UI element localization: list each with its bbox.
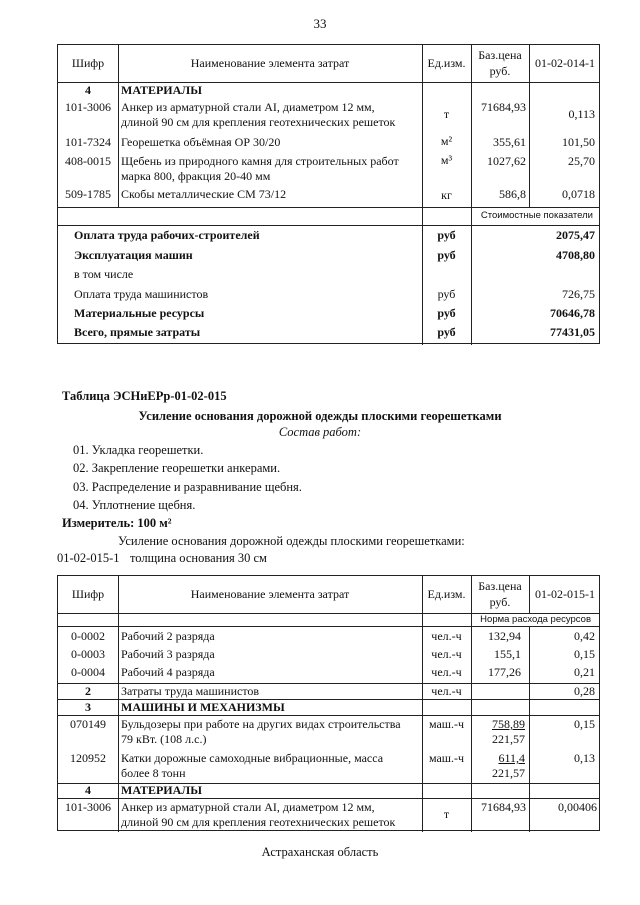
summary-unit: руб xyxy=(437,228,456,242)
row-code: 070149 xyxy=(70,717,106,731)
header-price-1: Баз.цена xyxy=(478,48,522,62)
section-title: МАШИНЫ И МЕХАНИЗМЫ xyxy=(121,700,285,714)
row-value: 0,28 xyxy=(574,684,595,698)
row-name: Рабочий 2 разряда xyxy=(121,629,215,643)
row-price-operator: 221,57 xyxy=(492,766,525,780)
row-code: 408-0015 xyxy=(65,154,111,168)
row-unit: м² xyxy=(440,134,453,148)
row-price: 758,89 xyxy=(492,717,525,731)
resource-table-2 xyxy=(57,575,600,831)
row-price: 71684,93 xyxy=(481,100,526,114)
row-unit: маш.-ч xyxy=(428,717,465,731)
work-item: 03. Распределение и разравнивание щебня. xyxy=(73,480,302,494)
header-norm-code: 01-02-014-1 xyxy=(535,56,595,70)
work-item: 04. Уплотнение щебня. xyxy=(73,498,196,512)
header-name: Наименование элемента затрат xyxy=(190,587,350,601)
section-number: 4 xyxy=(85,783,91,797)
row-price: 586,8 xyxy=(499,187,526,201)
norm-text: толщина основания 30 см xyxy=(130,551,267,565)
row-unit: чел.-ч xyxy=(431,684,462,698)
norm-code: 01-02-015-1 xyxy=(57,551,120,565)
summary-value: 77431,05 xyxy=(550,325,595,339)
row-name-cont: 79 кВт. (108 л.с.) xyxy=(121,732,207,746)
summary-value: 726,75 xyxy=(562,287,595,301)
summary-label: Оплата труда машинистов xyxy=(74,287,209,301)
section-title: МАТЕРИАЛЫ xyxy=(121,83,202,97)
resource-table-1 xyxy=(57,44,600,344)
work-item: 01. Укладка георешетки. xyxy=(73,443,204,457)
row-code: 0-0002 xyxy=(71,629,105,643)
header-price-1: Баз.цена xyxy=(478,579,522,593)
row-value: 0,42 xyxy=(574,629,595,643)
row-name: Анкер из арматурной стали AI, диаметром 12 мм, xyxy=(121,800,375,814)
header-norm-code: 01-02-015-1 xyxy=(535,587,595,601)
header-code: Шифр xyxy=(71,587,105,601)
row-code: 2 xyxy=(85,684,91,698)
summary-unit: руб xyxy=(437,306,456,320)
row-name: Анкер из арматурной стали AI, диаметром 12 мм, xyxy=(121,100,375,114)
row-code: 120952 xyxy=(70,751,106,765)
row-code: 509-1785 xyxy=(65,187,111,201)
composition-heading: Состав работ: xyxy=(278,425,362,439)
work-item: 02. Закрепление георешетки анкерами. xyxy=(73,461,281,475)
row-name: Георешетка объёмная ОР 30/20 xyxy=(121,135,281,149)
row-unit: кг xyxy=(441,188,452,202)
section-number: 4 xyxy=(85,83,91,97)
summary-unit: руб xyxy=(437,248,456,262)
row-value: 0,13 xyxy=(574,751,595,765)
row-price: 1027,62 xyxy=(487,154,526,168)
row-name: Щебень из природного камня для строительных работ xyxy=(121,154,399,168)
summary-value: 4708,80 xyxy=(556,248,595,262)
row-unit: м³ xyxy=(440,153,453,167)
section-number: 3 xyxy=(85,700,91,714)
row-code: 101-7324 xyxy=(65,135,111,149)
row-value: 0,15 xyxy=(574,717,595,731)
row-unit: маш.-ч xyxy=(428,751,465,765)
row-price: 71684,93 xyxy=(481,800,526,814)
row-value: 0,21 xyxy=(574,665,595,679)
row-name: Рабочий 4 разряда xyxy=(121,665,215,679)
meter-line: Измеритель: 100 м² xyxy=(62,516,172,530)
table-id: Таблица ЭСНиЕРр-01-02-015 xyxy=(62,389,227,403)
footer-region: Астраханская область xyxy=(261,845,379,859)
summary-value: 2075,47 xyxy=(556,228,595,242)
row-code: 0-0003 xyxy=(71,647,105,661)
row-name: Катки дорожные самоходные вибрационные, масса xyxy=(121,751,384,765)
header-name: Наименование элемента затрат xyxy=(190,56,350,70)
row-value: 25,70 xyxy=(568,154,595,168)
row-code: 101-3006 xyxy=(65,800,111,814)
row-name: Бульдозеры при работе на других видах строительства xyxy=(121,717,401,731)
row-name: Скобы металлические СМ 73/12 xyxy=(121,187,287,201)
summary-label: Материальные ресурсы xyxy=(74,306,205,320)
summary-label: Оплата труда рабочих-строителей xyxy=(74,228,260,242)
row-name: Затраты труда машинистов xyxy=(121,684,260,698)
header-unit: Ед.изм. xyxy=(427,56,466,70)
header-price-2: руб. xyxy=(489,64,511,78)
summary-label: Всего, прямые затраты xyxy=(74,325,201,339)
row-price: 155,1 xyxy=(494,647,521,661)
summary-label: в том числе xyxy=(74,267,134,281)
row-unit: чел.-ч xyxy=(431,629,462,643)
row-price: 611,4 xyxy=(498,751,525,765)
row-price: 355,61 xyxy=(493,135,526,149)
row-code: 0-0004 xyxy=(71,665,105,679)
row-value: 0,0718 xyxy=(562,187,595,201)
row-name: Рабочий 3 разряда xyxy=(121,647,215,661)
row-value: 0,113 xyxy=(568,107,595,121)
page-number: 33 xyxy=(313,16,327,31)
row-unit: чел.-ч xyxy=(431,647,462,661)
header-price-2: руб. xyxy=(489,595,511,609)
row-price: 177,26 xyxy=(488,665,521,679)
header-unit: Ед.изм. xyxy=(427,587,466,601)
header-code: Шифр xyxy=(71,56,105,70)
row-price: 132,94 xyxy=(488,629,521,643)
row-code: 101-3006 xyxy=(65,100,111,114)
summary-label: Эксплуатация машин xyxy=(74,248,193,262)
row-value: 101,50 xyxy=(562,135,595,149)
row-unit: т xyxy=(443,807,450,821)
cost-indicators-caption: Стоимостные показатели xyxy=(480,210,593,221)
summary-unit: руб xyxy=(437,325,456,339)
row-name-cont: более 8 тонн xyxy=(121,766,186,780)
row-value: 0,00406 xyxy=(558,800,597,814)
summary-value: 70646,78 xyxy=(550,306,595,320)
row-unit: чел.-ч xyxy=(431,665,462,679)
row-unit: т xyxy=(443,107,450,121)
row-name-cont: марка 800, фракция 20-40 мм xyxy=(121,169,271,183)
summary-unit: руб xyxy=(437,287,456,301)
norm-caption: Норма расхода ресурсов xyxy=(480,614,591,625)
row-name-cont: длиной 90 см для крепления геотехнических решеток xyxy=(121,815,396,829)
description: Усиление основания дорожной одежды плоскими георешетками: xyxy=(118,534,465,548)
section-title: Усиление основания дорожной одежды плоскими георешетками xyxy=(138,409,502,423)
row-price-operator: 221,57 xyxy=(492,732,525,746)
row-name-cont: длиной 90 см для крепления геотехнических решеток xyxy=(121,115,396,129)
row-value: 0,15 xyxy=(574,647,595,661)
section-title: МАТЕРИАЛЫ xyxy=(121,783,202,797)
